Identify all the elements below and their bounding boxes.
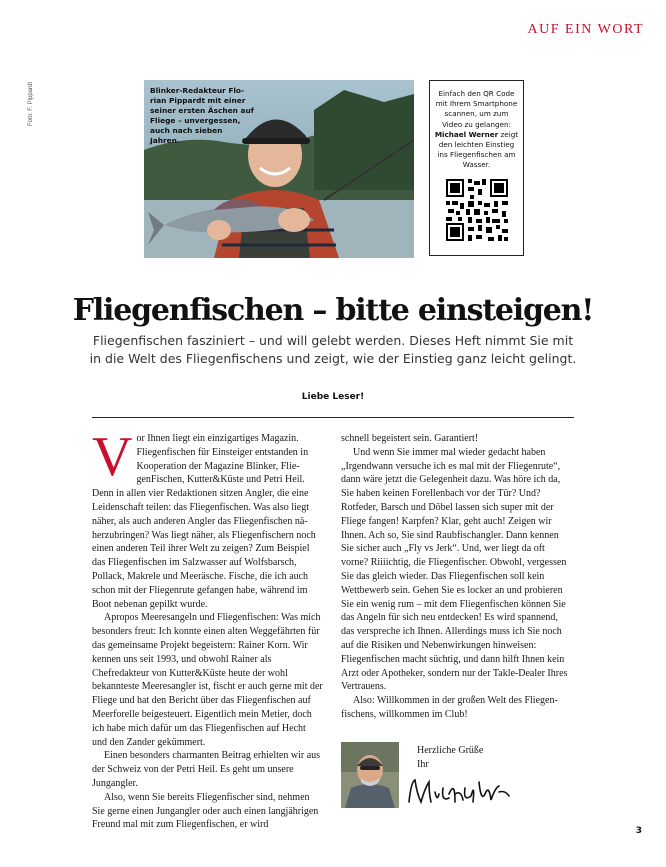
text-column-right	[341, 432, 572, 722]
paragraph: schnell begeistert sein. Garantiert!	[341, 433, 479, 444]
drop-cap: V	[92, 426, 133, 488]
signature-icon	[405, 774, 513, 810]
qr-instructions: Einfach den QR Code mit Ihrem Smartphone scannen, um zum Video zu gelangen: Michael Werner zeigt den leichten Einstieg ins Fliegenfischen am Wasser.	[434, 89, 519, 170]
signoff	[417, 744, 483, 772]
qr-code-icon[interactable]	[444, 177, 510, 243]
qr-person-name: Michael Werner	[434, 129, 499, 139]
signoff-ihr: Ihr	[417, 759, 429, 770]
photo-caption: Blinker-Redakteur Florian Pippardt mit einer seiner ersten Äschen auf Fliege – unvergessen, auch nach sieben Jahren.	[150, 86, 254, 145]
photo-credit: Foto: F. Pippardt	[28, 82, 34, 127]
hero-photo	[144, 80, 414, 258]
signoff-greeting: Herzliche Grüße	[417, 745, 484, 756]
author-portrait	[341, 742, 399, 808]
page-title: Fliegenfischen – bitte einsteigen!	[72, 293, 594, 328]
divider	[92, 417, 574, 418]
paragraph: Apropos Meeresangeln und Fliegenfischen: Was mich besonders freut: Ich konnte einen alten Weggefährten für das gemeinsame Projekt begeistern: Rainer Korn. Wir kennen uns seit 1993, und obwohl Rainer als Chefredakteur von Kutter&Küste heute der wohl bekannteste Meeresangler ist, fischt er auch gerne mit der Fliege und hat den Bericht über das Fliegenfischen auf Meerforelle beigesteuert. Eigentlich mein Metier, doch ich habe mich dafür um das Fliegenfischen auf Hecht und den Zander gekümmert.	[92, 612, 323, 748]
salutation: Liebe Leser!	[301, 392, 365, 402]
section-tag: AUF EIN WORT	[527, 22, 644, 37]
paragraph: Also: Willkommen in der großen Welt des Fliegenfischens, willkommen im Club!	[341, 695, 558, 720]
text-column-left	[92, 426, 323, 832]
paragraph: Vor Ihnen liegt ein einzigartiges Magazin. Fliegenfischen für Einsteiger entstanden in Kooperation der Magazine Blinker, FliegenFischen, Kutter&Küste und Petri Heil. Denn in allen vier Redaktionen sitzen Angler, die eine Leidenschaft teilen: das Fliegenfischen. Was also liegt näher, als auch anderen Angler das Fliegenfischen näherzubringen? Was liegt näher, als Fliegenfischern noch einen anderen Teil ihrer Welt zu zeigen? Zum Beispiel das Fliegenfischen im Salzwasser auf Wolfsbarsch, Pollack, Makrele und Meeräsche. Fische, die ich auch schon mit der Fliegenrute gefangen habe, während im Boot nebenan gepilkt wurde.	[92, 426, 316, 610]
paragraph: Einen besonders charmanten Beitrag erhielten wir aus der Schweiz von der Petri Heil. Es geht um unsere Jungangler.	[92, 750, 321, 789]
qr-box	[429, 80, 524, 256]
paragraph: Also, wenn Sie bereits Fliegenfischer sind, nehmen Sie gerne einen Jungangler oder auch einen langjährigen Freund mal mit zum Fliegenfischen, er wird	[92, 791, 319, 831]
paragraph: Und wenn Sie immer mal wieder gedacht haben „Irgendwann versuche ich es mal mit der Fliegenrute“, dann wäre jetzt die Gelegenheit dazu. Was höre ich da, Sie haben keinen Forellenbach vor der Tür? Und? Rotfeder, Barsch und Döbel lassen sich super mit der Fliege fangen! Karpfen? Klar, geht auch! Zeigen wir Ihnen. Ach so, Sie sind Raubfischangler. Dann kennen Sie sicher auch „Fly vs Jerk“. Und, wer liegt da oft vorne? Riiiichtig, die Fliegenfischer. Obwohl, vergessen Sie das gleich wieder. Das Fliegenfischen soll kein Wettbewerb sein. Gehen Sie es locker an und probieren Sie ein wenig rum – mit dem Fliegenfischen können Sie das Angeln für sich neu entdecken! Es wird spannend, das verspreche ich Ihnen. Allerdings muss ich Sie noch auf die Risiken und Nebenwirkungen hinweisen: Fliegenfischen macht süchtig, und dann hilft Ihnen kein Arzt oder Apotheker, sondern nur der Takle-Dealer Ihres Vertrauens.	[341, 446, 568, 693]
page-number: 3	[635, 826, 642, 836]
subtitle: Fliegenfischen fasziniert – und will gelebt werden. Dieses Heft nimmt Sie mit in die Welt des Fliegenfischens und zeigt, wie der Einstieg ganz leicht gelingt.	[89, 333, 577, 366]
